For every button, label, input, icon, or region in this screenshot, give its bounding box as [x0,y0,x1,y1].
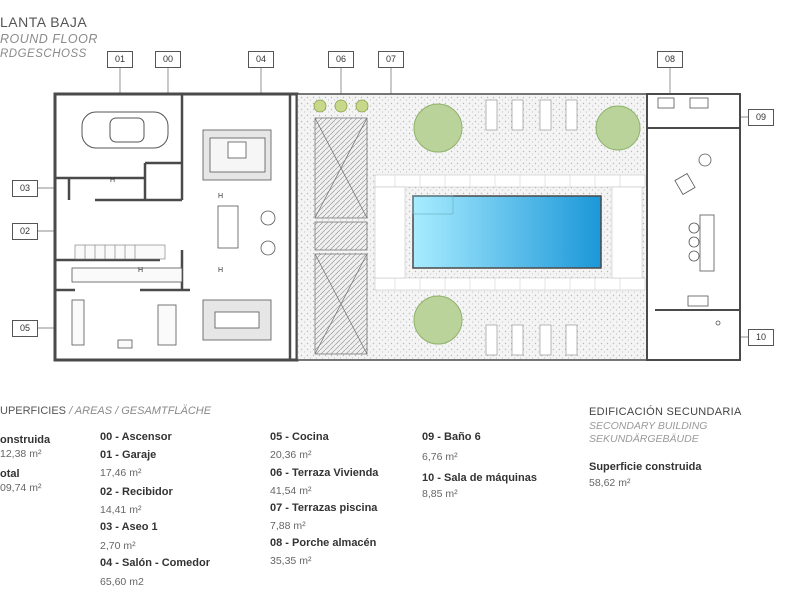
callout-09: 09 [748,109,774,126]
secondary-building-de: SEKUNDÄRGEBÄUDE [589,433,699,445]
callout-07: 07 [378,51,404,68]
callout-08: 08 [657,51,683,68]
room-01-value: 17,46 m² [100,467,142,479]
room-05-label: 05 - Cocina [270,431,329,443]
room-04-label: 04 - Salón - Comedor [100,557,211,569]
plan-h-label: H [218,193,224,200]
secondary-building-en: SECONDARY BUILDING [589,420,708,432]
areas-heading [0,405,211,417]
plan-h-label: H [218,267,224,274]
plan-h-label: H [110,177,116,184]
areas-heading-es: UPERFICIES [0,405,67,417]
room-03-value: 2,70 m² [100,540,136,552]
room-07-value: 7,88 m² [270,520,306,532]
callout-06: 06 [328,51,354,68]
room-06-value: 41,54 m² [270,485,312,497]
room-05-value: 20,36 m² [270,449,312,461]
room-08-label: 08 - Porche almacén [270,537,377,549]
areas-heading-en: / AREAS / [69,405,119,417]
room-02-value: 14,41 m² [100,504,142,516]
room-09-label: 09 - Baño 6 [422,431,481,443]
plan-h-label: H [138,267,144,274]
callout-01: 01 [107,51,133,68]
secondary-built-value: 58,62 m² [589,477,631,489]
room-06-label: 06 - Terraza Vivienda [270,467,379,479]
callout-00: 00 [155,51,181,68]
room-02-label: 02 - Recibidor [100,486,173,498]
constructed-value: 12,38 m² [0,448,42,460]
callout-10: 10 [748,329,774,346]
areas-heading-de: GESAMTFLÄCHE [118,405,212,417]
constructed-label: onstruida [0,434,51,446]
room-04-value: 65,60 m2 [100,576,144,588]
callout-03: 03 [12,180,38,197]
room-01-label: 01 - Garaje [100,449,157,461]
total-label: otal [0,468,20,480]
plan-title: LANTA BAJA [0,14,88,30]
callout-05: 05 [12,320,38,337]
room-07-label: 07 - Terrazas piscina [270,502,378,514]
secondary-built-label: Superficie construida [589,461,702,473]
room-10-label: 10 - Sala de máquinas [422,472,537,484]
callout-02: 02 [12,223,38,240]
total-value: 09,74 m² [0,482,42,494]
room-09-value: 6,76 m² [422,451,458,463]
plan-title-en: ROUND FLOOR [0,32,98,46]
room-08-value: 35,35 m² [270,555,312,567]
callout-04: 04 [248,51,274,68]
plan-title-de: RDGESCHOSS [0,48,87,60]
secondary-building-title: EDIFICACIÓN SECUNDARIA [589,406,742,418]
room-00-label: 00 - Ascensor [100,431,172,443]
room-03-label: 03 - Aseo 1 [100,521,158,533]
room-10-value: 8,85 m² [422,488,458,500]
